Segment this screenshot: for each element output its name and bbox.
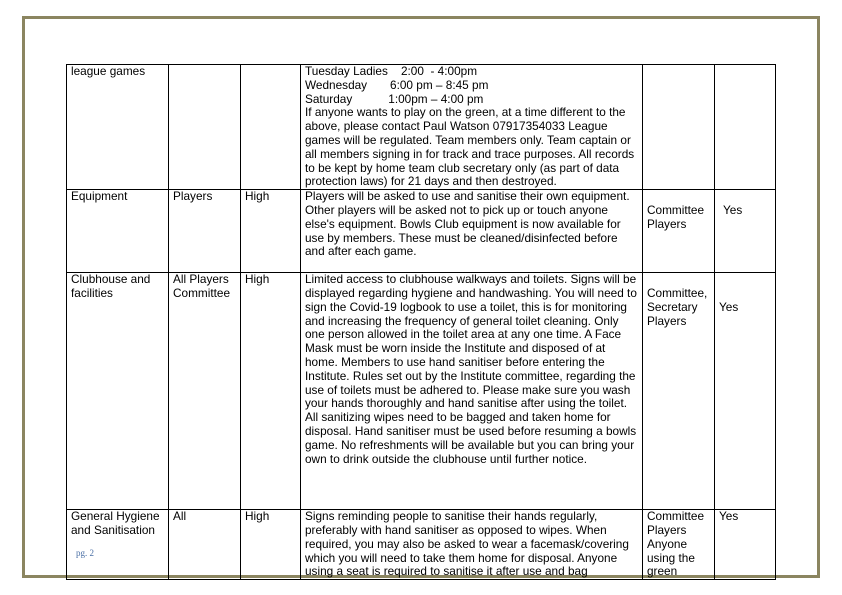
activity-cell: Equipment (67, 190, 169, 273)
control-cell: Limited access to clubhouse walkways and toilets. Signs will be displayed regarding hygiene and handwashing. You will need to sign the Covid-19 logbook to use a toilet, this is for monitoring and increasing the frequency of general toilet cleaning. Only one person allowed in the toilet area at any one time. A Face Mask must be worn inside the Institute and disposed of at home. Members to use hand sanitiser before entering the Institute. Rules set out by the Institute committee, regarding the use of toilets must be adhered to. Please make sure you wash your hands thoroughly and hand sanitise after using the toilet. All sanitizing wipes need to be bagged and taken home for disposal. Hand sanitiser must be used before resuming a bowls game. No refreshments will be available but you can bring your own to drink outside the clubhouse until further notice. (301, 273, 643, 510)
responsible-line: Secretary (647, 299, 698, 314)
responsible-cell (643, 273, 715, 510)
table-row (67, 273, 776, 510)
control-cell (301, 65, 643, 190)
who-line: All (173, 509, 187, 524)
schedule-line: Wednesday 6:00 pm – 8:45 pm (305, 77, 489, 92)
risk-cell: High (241, 190, 301, 273)
done-cell: Yes (715, 190, 776, 273)
risk-cell: High (241, 510, 301, 580)
responsible-cell (643, 190, 715, 273)
table-row (67, 510, 776, 580)
activity-cell: league games (67, 65, 169, 190)
who-line: All Players (173, 272, 229, 287)
responsible-line: Committee (647, 509, 705, 524)
who-cell (169, 273, 241, 510)
risk-cell (241, 65, 301, 190)
responsible-line: Committee, (647, 286, 708, 301)
schedule-line: Saturday 1:00pm – 4:00 pm (305, 91, 484, 106)
done-cell (715, 65, 776, 190)
who-line: Committee (173, 285, 231, 300)
control-text: If anyone wants to play on the green, at a time different to the above, please contact Paul Watson 07917354033 League games will be regulated. Team members only. Team captain or all members signing in for track and trace purposes. All records to be kept by home team club secretary only (as part of data protection laws) for 21 days and then destroyed. (305, 105, 635, 189)
responsible-cell (643, 65, 715, 190)
who-cell (169, 65, 241, 190)
responsible-line: Players (647, 522, 687, 537)
activity-cell: General Hygiene and Sanitisation (67, 510, 169, 580)
table-row (67, 190, 776, 273)
done-cell: Yes (715, 273, 776, 510)
responsible-line: Players (647, 216, 687, 231)
activity-cell: Clubhouse and facilities (67, 273, 169, 510)
who-cell (169, 190, 241, 273)
control-cell: Signs reminding people to sanitise their hands regularly, preferably with hand sanitiser as opposed to wipes. When required, you may also be asked to wear a facemask/covering which you will need to take them home for disposal. Anyone using a seat is required to sanitise it after use and bag (301, 510, 643, 580)
responsible-line: green (647, 564, 678, 579)
responsible-line: Players (647, 313, 687, 328)
risk-assessment-table (66, 64, 776, 580)
responsible-line: Anyone (647, 536, 688, 551)
control-cell: Players will be asked to use and sanitise their own equipment. Other players will be asked not to pick up or touch anyone else's equipment. Bowls Club equipment is now available for use by members. These must be cleaned/disinfected before and after each game. (301, 190, 643, 273)
who-line: Players (173, 189, 213, 204)
risk-cell: High (241, 273, 301, 510)
page-number: pg. 2 (76, 548, 94, 558)
responsible-cell (643, 510, 715, 580)
done-cell: Yes (715, 510, 776, 580)
responsible-line: Committee (647, 203, 705, 218)
who-cell (169, 510, 241, 580)
responsible-line: using the (647, 550, 695, 565)
schedule-line: Tuesday Ladies 2:00 - 4:00pm (305, 64, 478, 78)
table-row (67, 65, 776, 190)
